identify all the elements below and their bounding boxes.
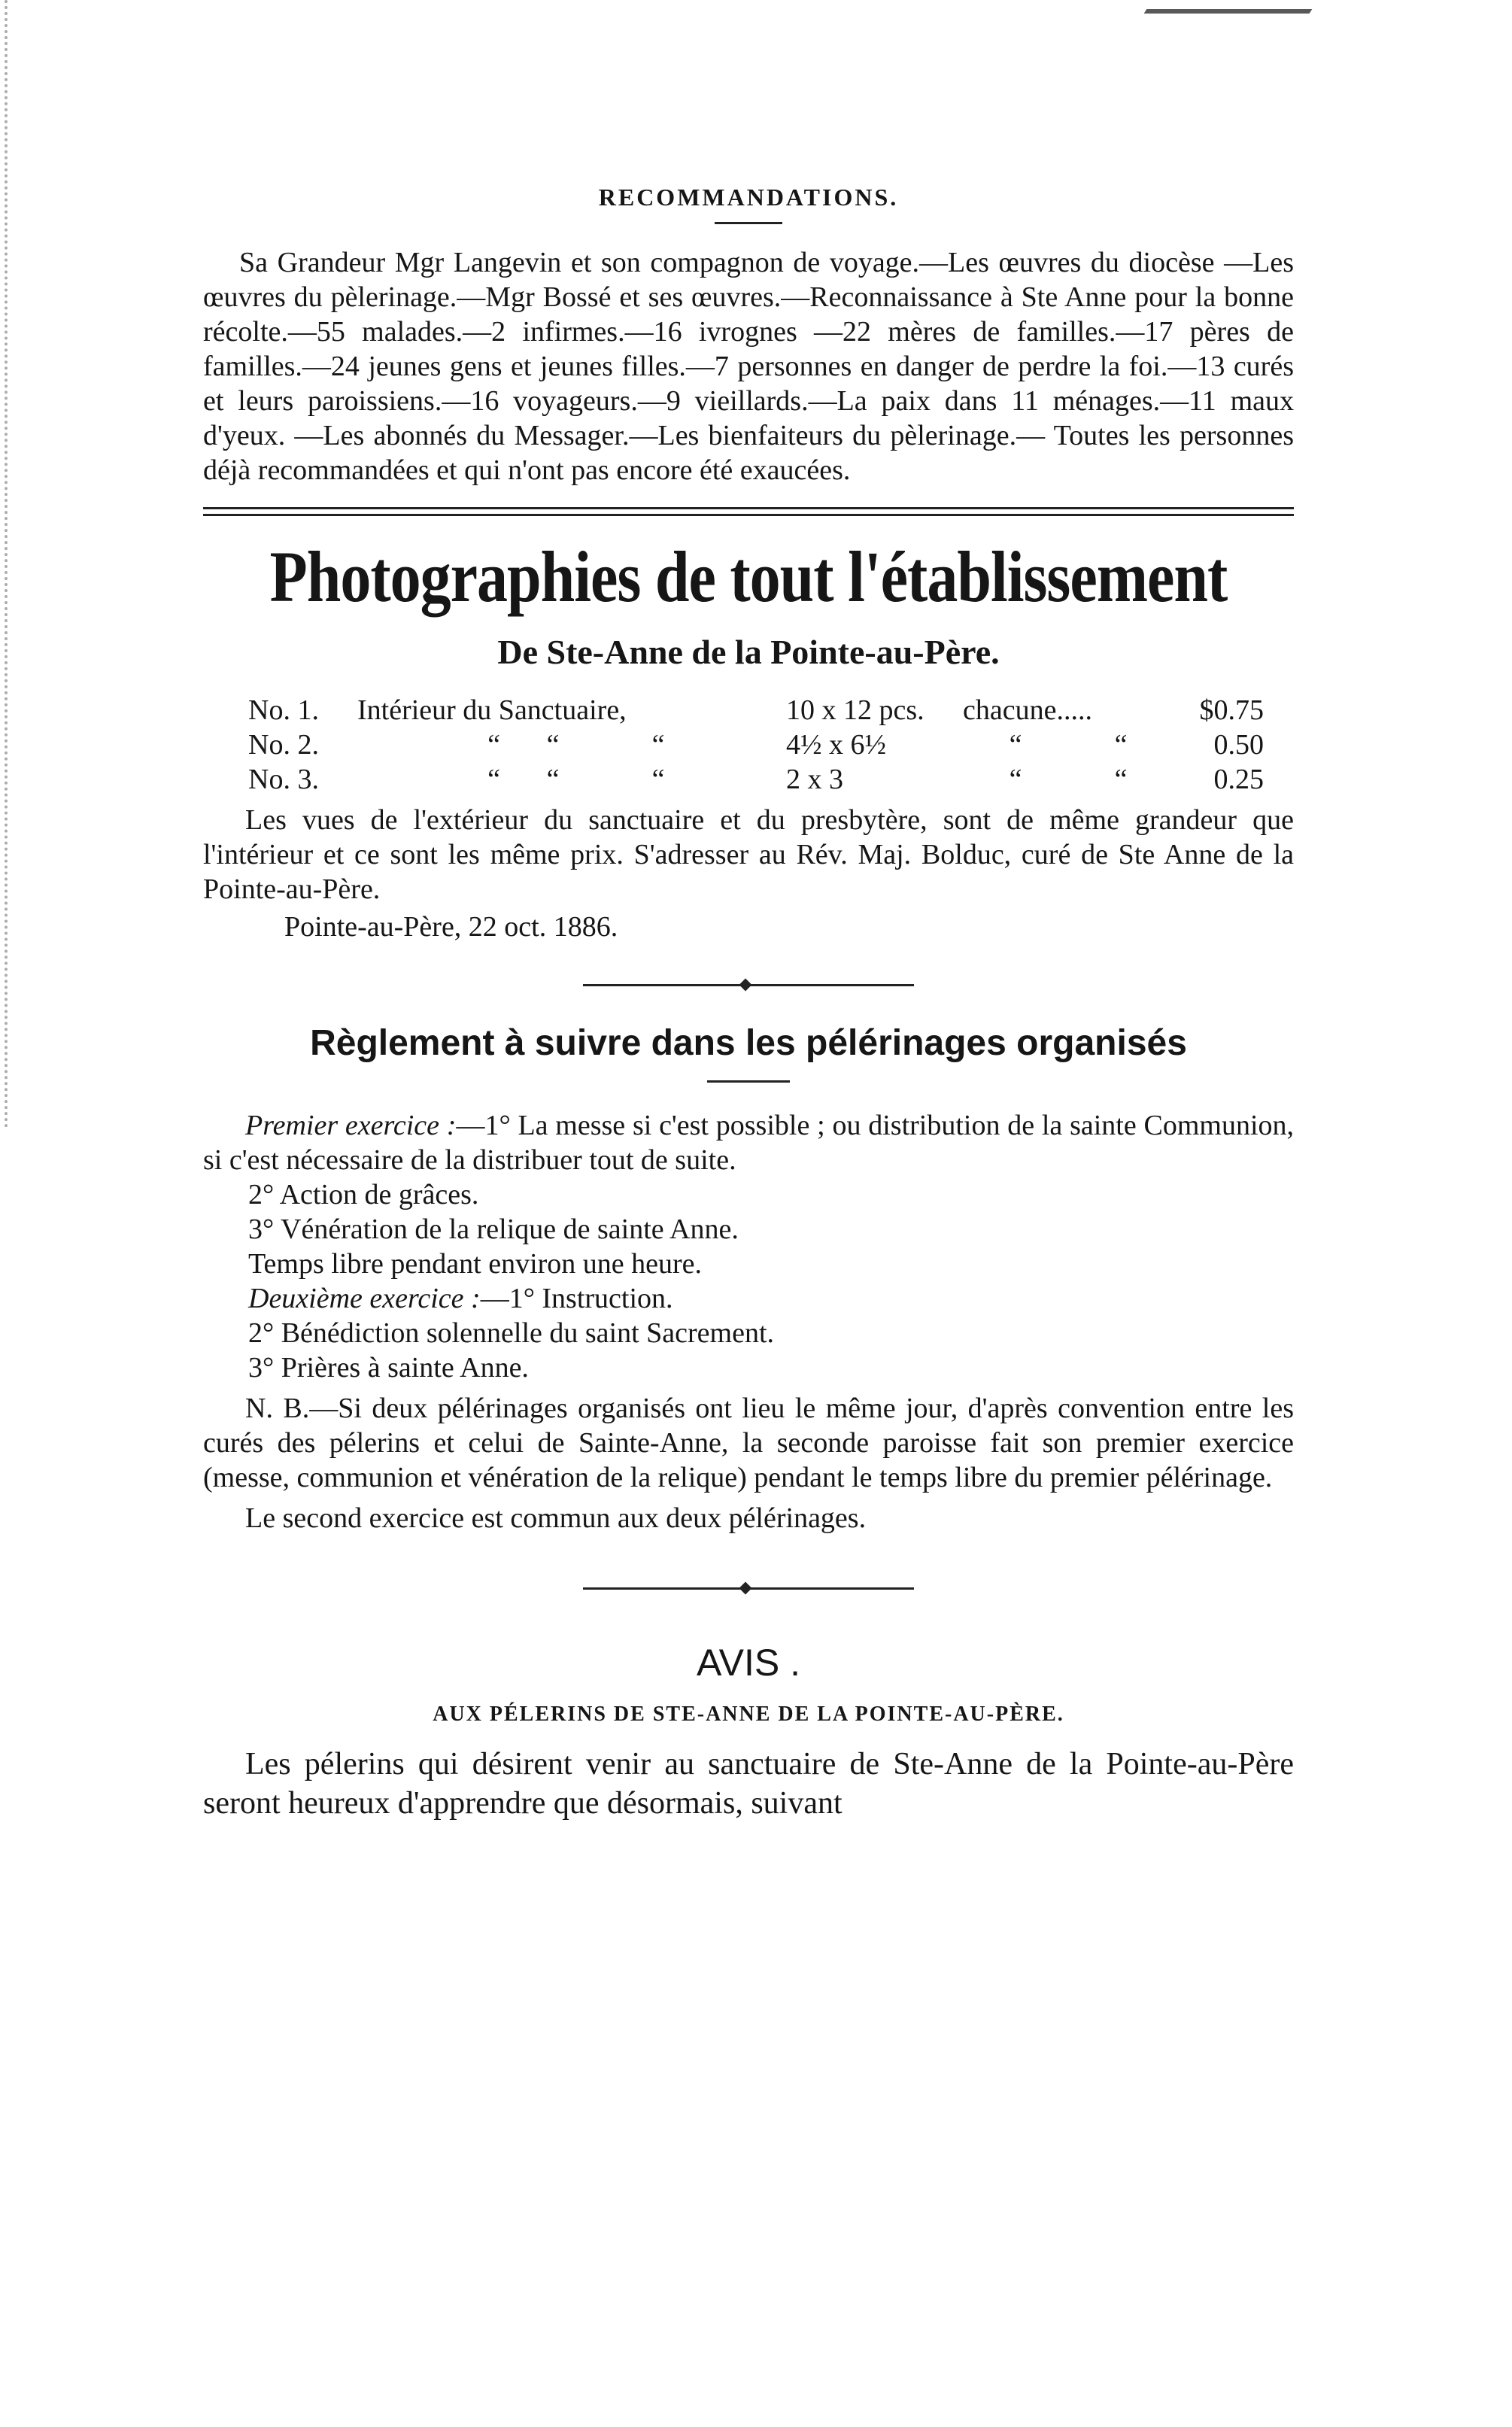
short-divider [707, 1080, 790, 1083]
table-row [248, 727, 1264, 762]
row-description: Intérieur du Sanctuaire, [357, 694, 627, 726]
ditto-mark: “ [1009, 729, 1022, 761]
ditto-mark: “ [651, 764, 665, 795]
avis-subtitle: AUX PÉLERINS DE STE-ANNE DE LA POINTE-AU-PÈRE. [433, 1703, 1064, 1726]
photographs-title: Photographies de tout l'établissement [269, 536, 1228, 618]
first-exercise [203, 1108, 1294, 1177]
ornament-divider [583, 977, 914, 992]
avis-title: AVIS . [696, 1642, 800, 1684]
short-divider [715, 222, 782, 224]
row-number: No. 1. [248, 694, 319, 726]
list-item: 2° Action de grâces. [248, 1179, 479, 1210]
row-each: chacune..... [963, 694, 1092, 726]
ditto-mark: “ [546, 764, 560, 795]
avis-text: Les pélerins qui désirent venir au sanctuaire de Ste-Anne de la Pointe-au-Père seront heureux d'apprendre que désormais, suivant [203, 1747, 1294, 1821]
ditto-mark: “ [546, 729, 560, 761]
price-table [248, 693, 1264, 797]
recommendations-heading: RECOMMANDATIONS. [598, 184, 899, 211]
ditto-mark: “ [651, 729, 665, 761]
second-exercise-label: Deuxième exercice : [248, 1283, 481, 1314]
photographs-note: Les vues de l'extérieur du sanctuaire et du presbytère, sont de même grandeur que l'intérieur et ce sont les même prix. S'adresser au Rév. Maj. Bolduc, curé de Ste Anne de la Pointe-au-Père. [203, 804, 1294, 905]
corner-scan-mark [1050, 9, 1313, 164]
row-size: 10 x 12 pcs. [786, 694, 925, 726]
list-item: 2° Bénédiction solennelle du saint Sacrement. [248, 1317, 775, 1349]
document-page [203, 150, 1294, 1823]
avis-section [203, 1641, 1294, 1823]
ditto-mark: “ [1009, 764, 1022, 795]
reglement-title: Règlement à suivre dans les pélérinages organisés [310, 1023, 1187, 1063]
list-item: Temps libre pendant environ une heure. [248, 1248, 703, 1280]
recommendations-section [203, 184, 1294, 488]
double-divider [203, 507, 1294, 516]
row-price: 0.50 [1213, 729, 1264, 761]
ditto-mark: “ [1114, 764, 1128, 795]
diamond-ornament [739, 1582, 752, 1595]
dateline: Pointe-au-Père, 22 oct. 1886. [284, 911, 618, 943]
list-item: 3° Vénération de la relique de sainte Anne. [248, 1214, 739, 1245]
second-exercise [248, 1281, 1294, 1316]
row-price: 0.25 [1213, 764, 1264, 795]
row-size: 4½ x 6½ [786, 729, 886, 761]
first-exercise-text: —1° La messe si c'est possible ; ou distribution de la sainte Communion, si c'est nécessaire de la distribuer tout de suite. [203, 1110, 1295, 1176]
row-size: 2 x 3 [786, 764, 843, 795]
ditto-mark: “ [487, 729, 500, 761]
row-number: No. 3. [248, 764, 319, 795]
first-exercise-label: Premier exercice : [245, 1110, 457, 1141]
closing-line: Le second exercice est commun aux deux pélérinages. [245, 1502, 867, 1534]
reglement-section [203, 1022, 1294, 1535]
photographs-section [203, 536, 1294, 944]
ditto-mark: “ [1114, 729, 1128, 761]
ornament-divider [583, 1581, 914, 1596]
second-exercise-text: —1° Instruction. [480, 1283, 673, 1314]
list-item: 3° Prières à sainte Anne. [248, 1352, 529, 1384]
table-row [248, 693, 1264, 727]
table-row [248, 762, 1264, 797]
nota-bene: N. B.—Si deux pélérinages organisés ont lieu le même jour, d'après convention entre les curés des pélerins et celui de Sainte-Anne, la seconde paroisse fait son premier exercice (messe, communion et vénération de la relique) pendant le temps libre du premier pélérinage. [203, 1393, 1294, 1493]
row-price: $0.75 [1199, 694, 1264, 726]
photographs-subtitle: De Ste-Anne de la Pointe-au-Père. [497, 633, 1000, 671]
recommendations-text: Sa Grandeur Mgr Langevin et son compagnon de voyage.—Les œuvres du diocèse —Les œuvres du pèlerinage.—Mgr Bossé et ses œuvres.—Reconnaissance à Ste Anne pour la bonne récolte.—55 malades.—2 infirmes.—16 ivrognes —22 mères de familles.—17 pères de familles.—24 jeunes gens et jeunes filles.—7 personnes en danger de perdre la foi.—13 curés et leurs paroissiens.—16 voyageurs.—9 vieillards.—La paix dans 11 ménages.—11 maux d'yeux. —Les abonnés du Messager.—Les bienfaiteurs du pèlerinage.— Toutes les personnes déjà recommandées et qui n'ont pas encore été exaucées. [203, 247, 1294, 486]
page-edge-speckle [5, 0, 53, 1128]
ditto-mark: “ [487, 764, 500, 795]
diamond-ornament [739, 979, 752, 992]
row-number: No. 2. [248, 729, 319, 761]
